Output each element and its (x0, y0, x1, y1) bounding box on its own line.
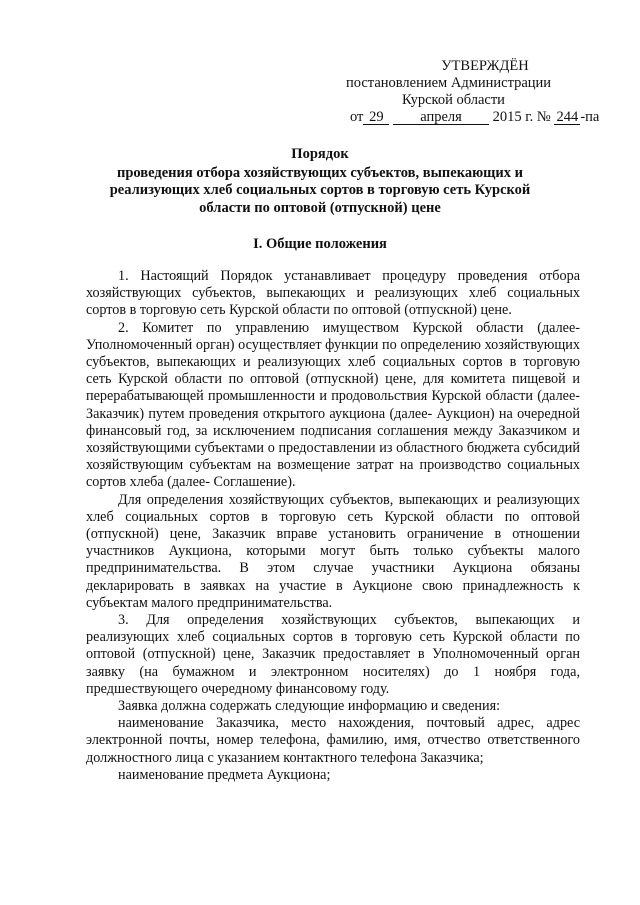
requirement-item-2: наименование предмета Аукциона; (118, 766, 331, 783)
paragraph-requirements-intro: Заявка должна содержать следующие информацию и сведения: (118, 698, 501, 715)
date-month: апреля (393, 110, 489, 125)
title-subject: проведения отбора хозяйствующих субъектов, выпекающих и реализующих хлеб социальных сортов в торговую сеть Курской области по оптовой (отпускной) цене (109, 164, 531, 216)
paragraph-1: 1. Настоящий Порядок устанавливает процедуру проведения отбора хозяйствующих субъектов, выпекающих и реализующих хлеб социальных сортов в торговую сеть Курской области по оптовой (отпускной) цене. (86, 268, 580, 319)
date-prefix: от (350, 109, 364, 125)
paragraph-3: 3. Для определения хозяйствующих субъектов, выпекающих и реализующих хлеб социальных сортов в торговую сеть Курской области по оптовой (отпускной) цене, Заказчик предоставляет в Уполномоченный орган заявку (на бумажном и электронном носителях) до 1 ноября года, предшествующего очередному финансовому году. (86, 612, 580, 697)
approval-stamp (340, 58, 600, 126)
paragraph-2-continued: Для определения хозяйствующих субъектов, выпекающих и реализующих хлеб социальных сортов в торговую сеть Курской области по оптовой (отпускной) цене, Заказчик вправе установить ограничение в отношении участников Аукциона, которыми могут быть только субъекты малого предпринимательства. В этом случае участники Аукциона обязаны декларировать в заявках на участие в Аукционе свою принадлежность к субъектам малого предпринимательства. (86, 491, 580, 611)
document-title (90, 146, 550, 217)
decree-suffix: -па (580, 109, 600, 125)
paragraph-2: 2. Комитет по управлению имуществом Курской области (далее- Уполномоченный орган) осуществляет функции по определению хозяйствующих субъектов, выпекающих и реализующих хлеб социальных сортов в торговую сеть Курской области по оптовой (отпускной) цене, для комитета пищевой и перерабатывающей промышленности и продовольствия Курской области (далее- Заказчик) путем проведения открытого аукциона (далее- Аукцион) на очередной финансовый год, за исключением подписания соглашения между Заказчиком и хозяйствующими субъектами о предоставлении из областного бюджета субсидий хозяйствующим субъектам на возмещение затрат на производство социальных сортов хлеба (далее- Соглашение). (86, 319, 580, 491)
decree-number: 244 (554, 110, 580, 125)
title-word: Порядок (291, 146, 349, 162)
approved-region-line: Курской области (402, 92, 505, 108)
date-year: 2015 г. № (492, 109, 551, 125)
date-day: 29 (363, 110, 389, 125)
approved-by-line: постановлением Администрации (346, 75, 552, 91)
approval-date-line (340, 109, 600, 126)
section-heading: I. Общие положения (253, 236, 387, 252)
requirement-item-1: наименование Заказчика, место нахождения, почтовый адрес, адрес электронной почты, номер телефона, фамилию, имя, отчество ответственного должностного лица с указанием контактного телефона Заказчика; (86, 715, 580, 766)
approved-label: УТВЕРЖДЁН (441, 58, 529, 74)
document-body (86, 268, 580, 784)
